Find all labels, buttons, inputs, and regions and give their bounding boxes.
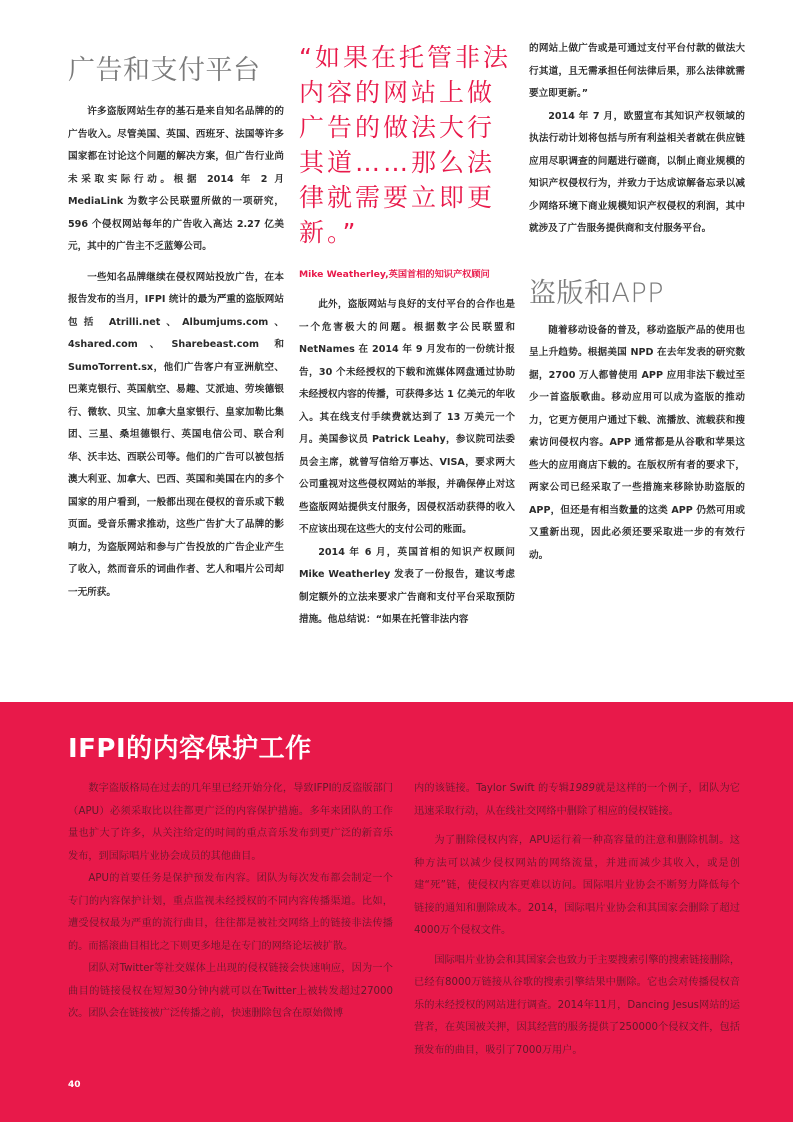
paragraph: APU的首要任务是保护预发布内容。团队为每次发布都会制定一个专门的内容保护计划，重点监视未经授权的不同内容传播渠道。比如，遭受侵权最为严重的流行曲目，往往都是被社交网络上的链接非法传播的。而摇滚曲目相比之下则更多地是在专门的网络论坛被扩散。 (68, 873, 393, 952)
paragraph: 一些知名品牌继续在侵权网站投放广告，在本报告发布的当月，IFPI 统计的最为严重的盗版网站包括 Atrilli.net、Albumjums.com、4shared.com、Sharebeast.com 和 SumoTorrent.sx，他们广告客户有亚洲航空、巴莱克银行、英国航空、易趣、艾派迪、劳埃德银行、微软、贝宝、加拿大皇家银行、皇家加勒比集团、三星、桑坦德银行、英国电信公司、联合利华、沃丰达、西联公司等。他们的广告可以被包括澳大利亚、加拿大、巴西、英国和美国在内的多个国家的用户看到，一般都出现在侵权的音乐或下载页面。受音乐需求推动，这些广告扩大了品牌的影响力，为盗版网站和参与广告投放的广告企业产生了收入，然而音乐的词曲作者、艺人和唱片公司却一无所获。 (68, 271, 284, 598)
band-column-right (414, 778, 740, 1062)
section-heading-piracy-app: 盗版和APP (529, 277, 665, 309)
paragraph: 数字盗版格局在过去的几年里已经开始分化，导致IFPI的反盗版部门（APU）必须采取比以往都更广泛的内容保护措施。多年来团队的工作量也扩大了许多，从关注给定的时间的重点音乐发布到更广泛的新音乐发布，到国际唱片业协会成员的其他曲目。 (68, 783, 393, 862)
paragraph: 国际唱片业协会和其国家会也致力于主要搜索引擎的搜索链接删除，已经有8000万链接从谷歌的搜索引擎结果中删除。它也会对传播侵权音乐的未经授权的网站进行调查。2014年11月，Dancing Jesus网站的运营者，在英国被关押，因其经营的服务提供了250000个侵权文件，包括预发布的曲目，吸引了7000万用户。 (414, 954, 741, 1056)
text-run: 就是这样的一个例子，团队为它迅速采取行动，从在线社交网络中删除了相应的侵权链接。 (414, 783, 740, 817)
paragraph: 为了删除侵权内容，APU运行着一种高容量的注意和删除机制。这种方法可以减少侵权网站的网络流量，并进而减少其收入，或是创建“死”链，使侵权内容更难以访问。国际唱片业协会不断努力降低每个链接的通知和删除成本。2014，国际唱片业协会和其国家会删除了超过4000万个侵权文件。 (414, 835, 740, 936)
paragraph: 2014 年 6 月，英国首相的知识产权顾问 Mike Weatherley 发表了一份报告，建议考虑制定额外的立法来要求广告商和支付平台采取预防措施。他总结说：“如果在托管非法内容 (299, 546, 515, 625)
album-title: 1989 (569, 783, 596, 794)
band-title: IFPI的内容保护工作 (68, 734, 312, 764)
section-heading-ads-payment: 广告和支付平台 (68, 55, 261, 86)
page-number: 40 (68, 1080, 81, 1090)
band-column-left (68, 778, 393, 1026)
paragraph: 团队对Twitter等社交媒体上出现的侵权链接会快速响应，因为一个曲目的链接侵权在短短30分钟内就可以在Twitter上被转发超过27000次。团队会在链接被广泛传播之前，快速删除包含在原始微博 (68, 963, 393, 1019)
paragraph (414, 778, 740, 823)
pull-quote: “如果在托管非法内容的网站上做广告的做法大行其道……那么法律就需要立即更新。” (299, 43, 511, 247)
paragraph: 的网站上做广告或是可通过支付平台付款的做法大行其道，且无需承担任何法律后果，那么法律就需要立即更新。” (529, 43, 745, 99)
column-1 (68, 0, 284, 604)
pull-quote-attribution: Mike Weatherley,英国首相的知识产权顾问 (299, 269, 490, 280)
column-3 (529, 0, 745, 567)
column-2 (299, 0, 515, 632)
paragraph: 2014 年 7 月，欧盟宣布其知识产权领域的执法行动计划将包括与所有利益相关者就在供应链应用尽职调查的问题进行磋商，以制止商业规模的知识产权侵权行为，并致力于达成谅解备忘录以减少网络环境下商业规模知识产权侵权的利润，其中就涉及了广告服务提供商和支付服务平台。 (529, 110, 745, 234)
text-run: 内的该链接。Taylor Swift 的专辑 (414, 783, 570, 794)
paragraph: 随着移动设备的普及，移动盗版产品的使用也呈上升趋势。根据美国 NPD 在去年发表的研究数据，2700 万人都曾使用 APP 应用非法下载过至少一首盗版歌曲。移动应用可以成为盗版的推动力，它更方便用户通过下载、流播放、流载获和搜索访问侵权内容。APP 通常都是从谷歌和苹果这些大的应用商店下载的。在版权所有者的要求下，两家公司已经采取了一些措施来移除协助盗版的 APP，但还是有相当数量的这类 APP 仍然可用或又重新出现，因此必须还要采取进一步的有效行动。 (529, 324, 745, 561)
paragraph: 此外，盗版网站与良好的支付平台的合作也是一个危害极大的问题。根据数字公民联盟和 NetNames 在 2014 年 9 月发布的一份统计报告，30 个未经授权的下载和流媒体网盘通过协助未经授权内容的传播，可获得多达 1 亿美元的年收入。其在线支付手续费就达到了 13 万美元一个月。美国参议员 Patrick Leahy，参议院司法委员会主席，就曾写信给万事达、VISA，要求两大公司重视对这些侵权网站的举报，并确保停止对这些盗版网站提供支付服务，因侵权活动获得的收入不应该出现在这些大的支付公司的账面。 (299, 299, 515, 535)
paragraph: 许多盗版网站生存的基石是来自知名品牌的的广告收入。尽管美国、英国、西班牙、法国等许多国家都在讨论这个问题的解决方案，但广告行业尚未采取实际行动。根据 2014 年 2 月 MediaLink 为数字公民联盟所做的一项研究，596 个侵权网站每年的广告收入高达 2.27 亿美元，其中的广告主不乏蓝筹公司。 (68, 106, 284, 252)
